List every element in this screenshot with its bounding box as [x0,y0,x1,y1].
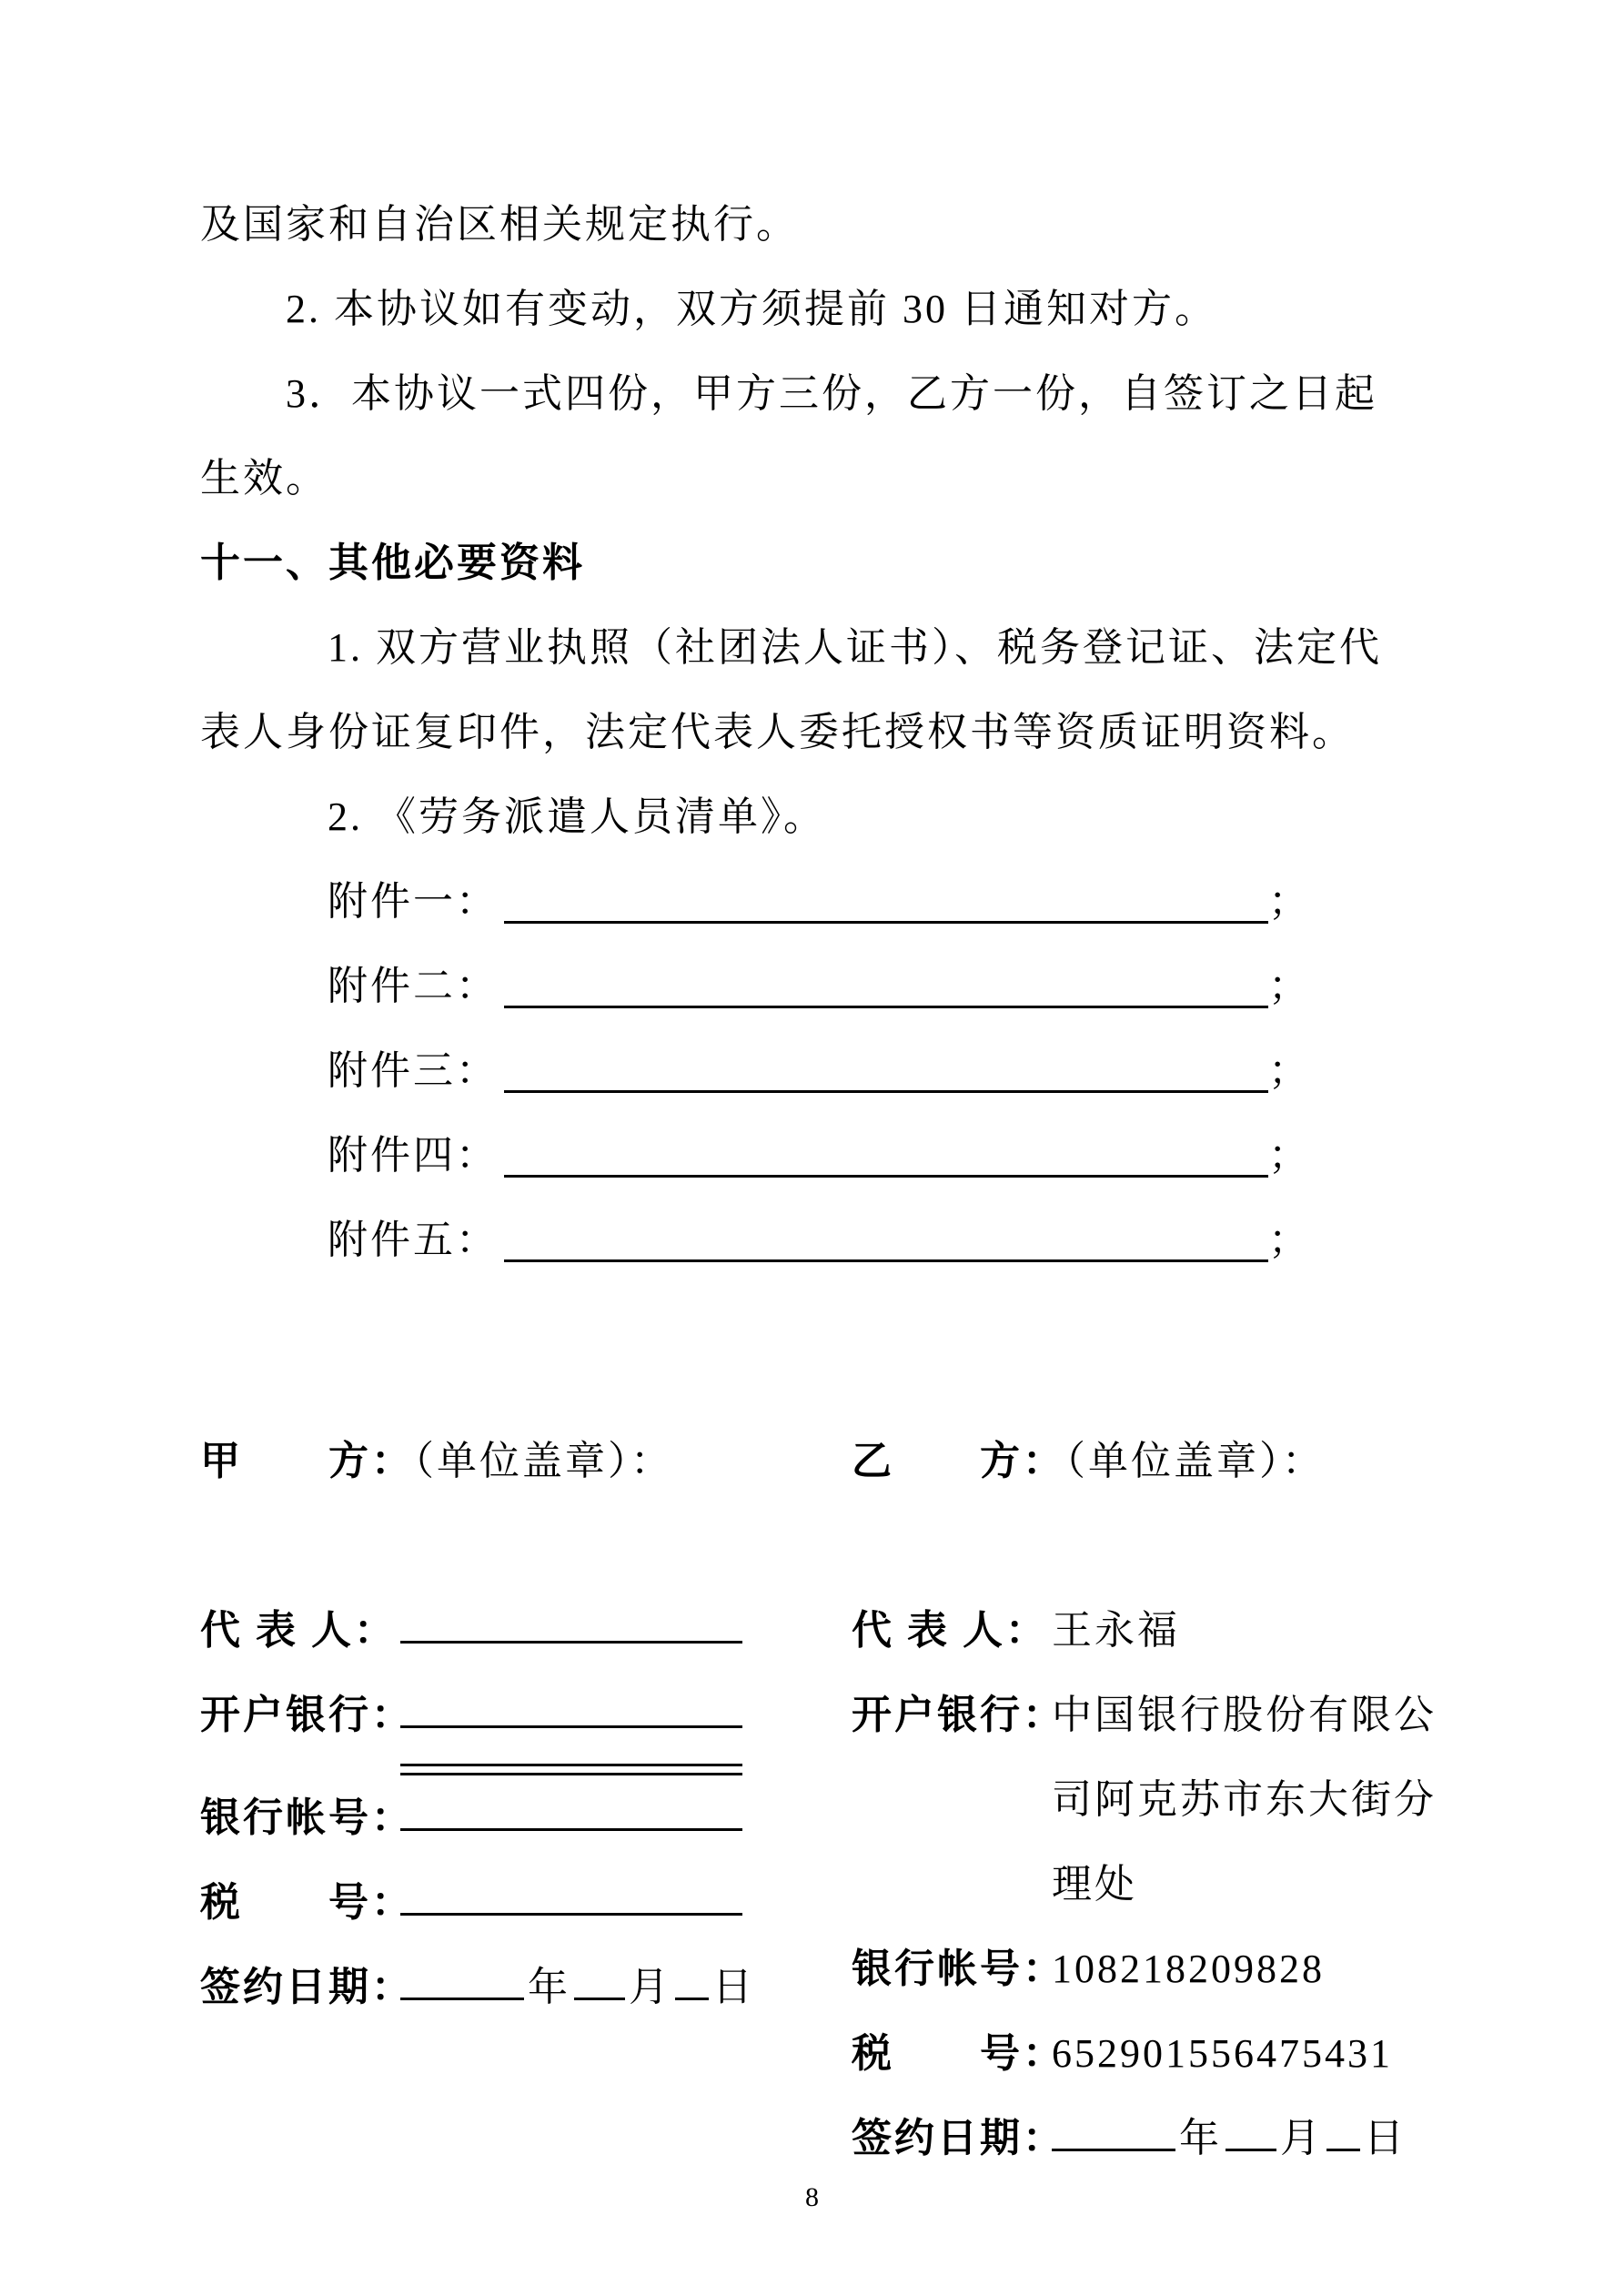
attachment-row [200,1113,1437,1198]
attachment-row [200,1028,1437,1113]
month-blank [574,1991,625,2000]
party-b-column [852,1419,1443,2180]
blank-line [504,915,1268,924]
bank-blank [400,1766,742,1775]
year-blank [400,1991,524,2000]
year-unit: 年 [528,1965,570,2009]
party-a-account-row [200,1775,852,1860]
party-a-date-row [200,1945,852,2029]
paragraph: 2. 《劳务派遣人员清单》。 [328,794,826,839]
paragraph: 表人身份证复印件，法定代表人委托授权书等资质证明资料。 [200,710,1355,754]
representative-label: 代 表 人： [852,1608,1048,1653]
date-label: 签约日期： [852,2116,1065,2160]
blank-line [504,1253,1268,1262]
party-a-bank-row-continuation [200,1757,852,1766]
tax-label: 税 号： [200,1880,414,1925]
bank-label: 开户银行： [200,1693,414,1737]
representative-value: 王永福 [1052,1608,1180,1653]
attachment-row [200,859,1437,944]
account-label: 银行帐号： [200,1795,414,1840]
party-b-seal-label: （单位盖章）： [1065,1439,1325,1483]
section-heading: 十一、其他必要资料 [200,541,585,585]
party-a-header [200,1419,852,1503]
party-b-date-row [852,2096,1443,2180]
paragraph: 及国家和自治区相关规定执行。 [200,202,799,247]
attachment-label: 附件二： [328,964,499,1008]
month-unit: 月 [1280,2116,1323,2160]
party-a-seal-label: （单位盖章）： [414,1439,673,1483]
attachment-row [200,1198,1437,1282]
day-unit: 日 [1364,2116,1407,2160]
attachment-label: 附件四： [328,1133,499,1178]
attachment-label: 附件五： [328,1218,499,1262]
attachment-label: 附件一： [328,879,499,924]
party-b-label: 乙 方： [852,1439,1065,1483]
tax-blank [400,1907,742,1916]
account-value: 108218209828 [1052,1947,1325,1991]
party-b-representative-row [852,1588,1443,1673]
year-blank [1052,2142,1175,2151]
account-label: 银行帐号： [852,1947,1065,1991]
bank-blank [400,1757,742,1766]
paragraph: 3．本协议一式四份，甲方三份，乙方一份，自签订之日起 [286,371,1377,416]
blank-line [504,1168,1268,1178]
paragraph: 1. 双方营业执照（社团法人证书）、税务登记证、法定代 [328,625,1382,670]
party-a-tax-row [200,1860,852,1945]
signature-section [200,1419,1437,2180]
account-blank [400,1822,742,1831]
bank-blank [400,1719,742,1728]
page-number: 8 [805,2182,819,2212]
tax-value: 652901556475431 [1052,2031,1393,2076]
blank-line [504,1084,1268,1093]
attachment-semicolon: ； [1268,879,1311,924]
party-b-bank-row [852,1673,1443,1927]
bank-value: 中国银行股份有限公司阿克苏市东大街分理处 [1052,1693,1437,1907]
day-blank [1326,2142,1360,2151]
date-label: 签约日期： [200,1965,414,2009]
day-unit: 日 [712,1965,755,2009]
party-a-bank-row-continuation [200,1766,852,1775]
party-a-bank-row [200,1673,852,1757]
party-b-account-row [852,1927,1443,2011]
paragraph: 2. 本协议如有变动，双方须提前 30 日通知对方。 [286,287,1217,331]
day-blank [675,1991,709,2000]
bank-label: 开户银行： [852,1693,1065,1737]
party-a-label: 甲 方： [200,1439,414,1483]
attachment-semicolon: ； [1268,1133,1311,1178]
month-blank [1226,2142,1276,2151]
party-b-tax-row [852,2011,1443,2096]
representative-blank [400,1634,742,1644]
attachment-semicolon: ； [1268,964,1311,1008]
representative-label: 代 表 人： [200,1608,397,1653]
attachment-semicolon: ； [1268,1218,1311,1262]
year-unit: 年 [1179,2116,1222,2160]
blank-line [504,999,1268,1008]
attachment-semicolon: ； [1268,1048,1311,1093]
month-unit: 月 [629,1965,671,2009]
party-b-header [852,1419,1443,1503]
tax-label: 税 号： [852,2031,1065,2076]
party-a-representative-row [200,1588,852,1673]
paragraph: 生效。 [200,456,328,501]
attachment-row [200,944,1437,1028]
attachment-label: 附件三： [328,1048,499,1093]
party-a-column [200,1419,852,2180]
